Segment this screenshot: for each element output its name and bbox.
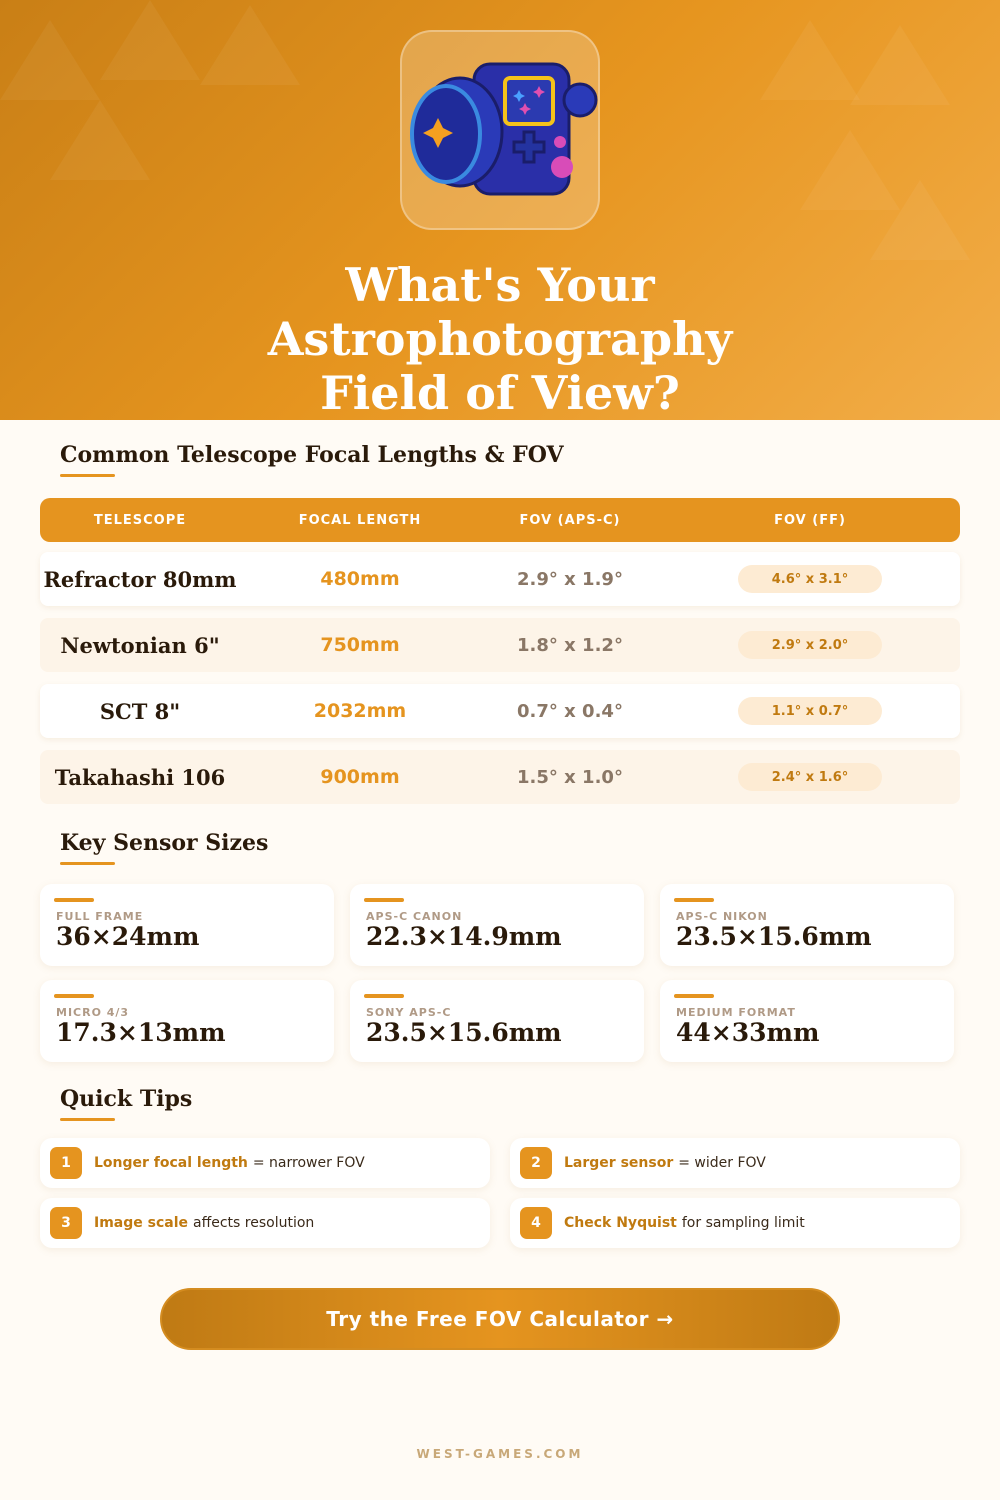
sensor-label: MEDIUM FORMAT: [676, 1006, 796, 1019]
tip-number-badge: 1: [50, 1147, 82, 1179]
fov-ff-pill: 2.4° x 1.6°: [738, 763, 882, 791]
accent-bar: [364, 898, 404, 902]
accent-bar: [54, 898, 94, 902]
sensor-label: SONY APS-C: [366, 1006, 452, 1019]
decor-triangle: [200, 5, 300, 85]
tip-number-badge: 2: [520, 1147, 552, 1179]
decor-triangle: [870, 180, 970, 260]
column-header: FOV (FF): [774, 512, 846, 528]
telescope-name: Refractor 80mm: [43, 566, 237, 592]
section-underline: [60, 862, 115, 865]
accent-bar: [364, 994, 404, 998]
focal-length: 900mm: [320, 766, 400, 788]
tip-text: affects resolution: [193, 1215, 315, 1231]
sensor-size: 36×24mm: [56, 922, 200, 951]
section-underline: [60, 1118, 115, 1121]
tip-item: [40, 1138, 490, 1188]
sensor-size: 22.3×14.9mm: [366, 922, 562, 951]
title-line: What's Your: [345, 258, 655, 312]
tip-item: [510, 1198, 960, 1248]
sensor-size: 44×33mm: [676, 1018, 820, 1047]
fov-ff-pill: 4.6° x 3.1°: [738, 565, 882, 593]
decor-triangle: [850, 25, 950, 105]
sensor-card: [660, 980, 954, 1062]
section-underline: [60, 474, 115, 477]
tip-number-badge: 4: [520, 1207, 552, 1239]
tip-item: [40, 1198, 490, 1248]
tip-highlight: Check Nyquist: [564, 1215, 677, 1231]
fov-apsc: 2.9° x 1.9°: [517, 568, 623, 590]
sensor-label: APS-C NIKON: [676, 910, 768, 923]
sensor-card: [40, 884, 334, 966]
accent-bar: [674, 898, 714, 902]
sensor-size: 17.3×13mm: [56, 1018, 226, 1047]
sensor-label: APS-C CANON: [366, 910, 463, 923]
table-row: [40, 618, 960, 672]
tip-text: for sampling limit: [681, 1215, 805, 1231]
sensor-label: FULL FRAME: [56, 910, 144, 923]
title-line: Astrophotography: [267, 312, 733, 366]
tip-highlight: Longer focal length: [94, 1155, 248, 1171]
decor-triangle: [50, 100, 150, 180]
column-header: FOCAL LENGTH: [298, 512, 422, 528]
tip-text: = narrower FOV: [252, 1155, 365, 1171]
sensor-label: MICRO 4/3: [56, 1006, 130, 1019]
table-header: [40, 498, 960, 542]
telescope-name: SCT 8": [99, 698, 181, 724]
app-icon: [400, 30, 600, 230]
column-header: TELESCOPE: [93, 512, 187, 528]
accent-bar: [674, 994, 714, 998]
fov-ff-pill: 1.1° x 0.7°: [738, 697, 882, 725]
sensor-card: [40, 980, 334, 1062]
sensor-card: [350, 980, 644, 1062]
sensor-size: 23.5×15.6mm: [366, 1018, 562, 1047]
section-title-sensors: Key Sensor Sizes: [60, 830, 269, 856]
focal-length: 2032mm: [313, 700, 407, 722]
section-title-telescopes: Common Telescope Focal Lengths & FOV: [60, 442, 564, 468]
page-title: [0, 258, 1000, 420]
sensor-size: 23.5×15.6mm: [676, 922, 872, 951]
decor-triangle: [100, 0, 200, 80]
telescope-name: Newtonian 6": [60, 632, 220, 658]
focal-length: 750mm: [320, 634, 400, 656]
section-title-tips: Quick Tips: [60, 1086, 193, 1112]
tip-text: = wider FOV: [678, 1155, 766, 1171]
title-line: Field of View?: [320, 366, 680, 420]
tip-number-badge: 3: [50, 1207, 82, 1239]
fov-ff-pill: 2.9° x 2.0°: [738, 631, 882, 659]
camera-gamepad-icon: [402, 32, 602, 232]
telescope-name: Takahashi 106: [54, 764, 226, 790]
tip-highlight: Larger sensor: [564, 1155, 674, 1171]
decor-triangle: [0, 20, 100, 100]
fov-apsc: 1.8° x 1.2°: [517, 634, 623, 656]
table-row: [40, 750, 960, 804]
tip-item: [510, 1138, 960, 1188]
tip-highlight: Image scale: [94, 1215, 189, 1231]
hero-header: [0, 0, 1000, 420]
decor-triangle: [760, 20, 860, 100]
fov-apsc: 0.7° x 0.4°: [517, 700, 623, 722]
column-header: FOV (APS-C): [519, 512, 621, 528]
sensor-card: [350, 884, 644, 966]
accent-bar: [54, 994, 94, 998]
sensor-card: [660, 884, 954, 966]
fov-apsc: 1.5° x 1.0°: [517, 766, 623, 788]
focal-length: 480mm: [320, 568, 400, 590]
fov-calculator-button[interactable]: Try the Free FOV Calculator →: [160, 1288, 840, 1350]
table-row: [40, 552, 960, 606]
table-row: [40, 684, 960, 738]
footer-site: WEST-GAMES.COM: [416, 1447, 584, 1461]
